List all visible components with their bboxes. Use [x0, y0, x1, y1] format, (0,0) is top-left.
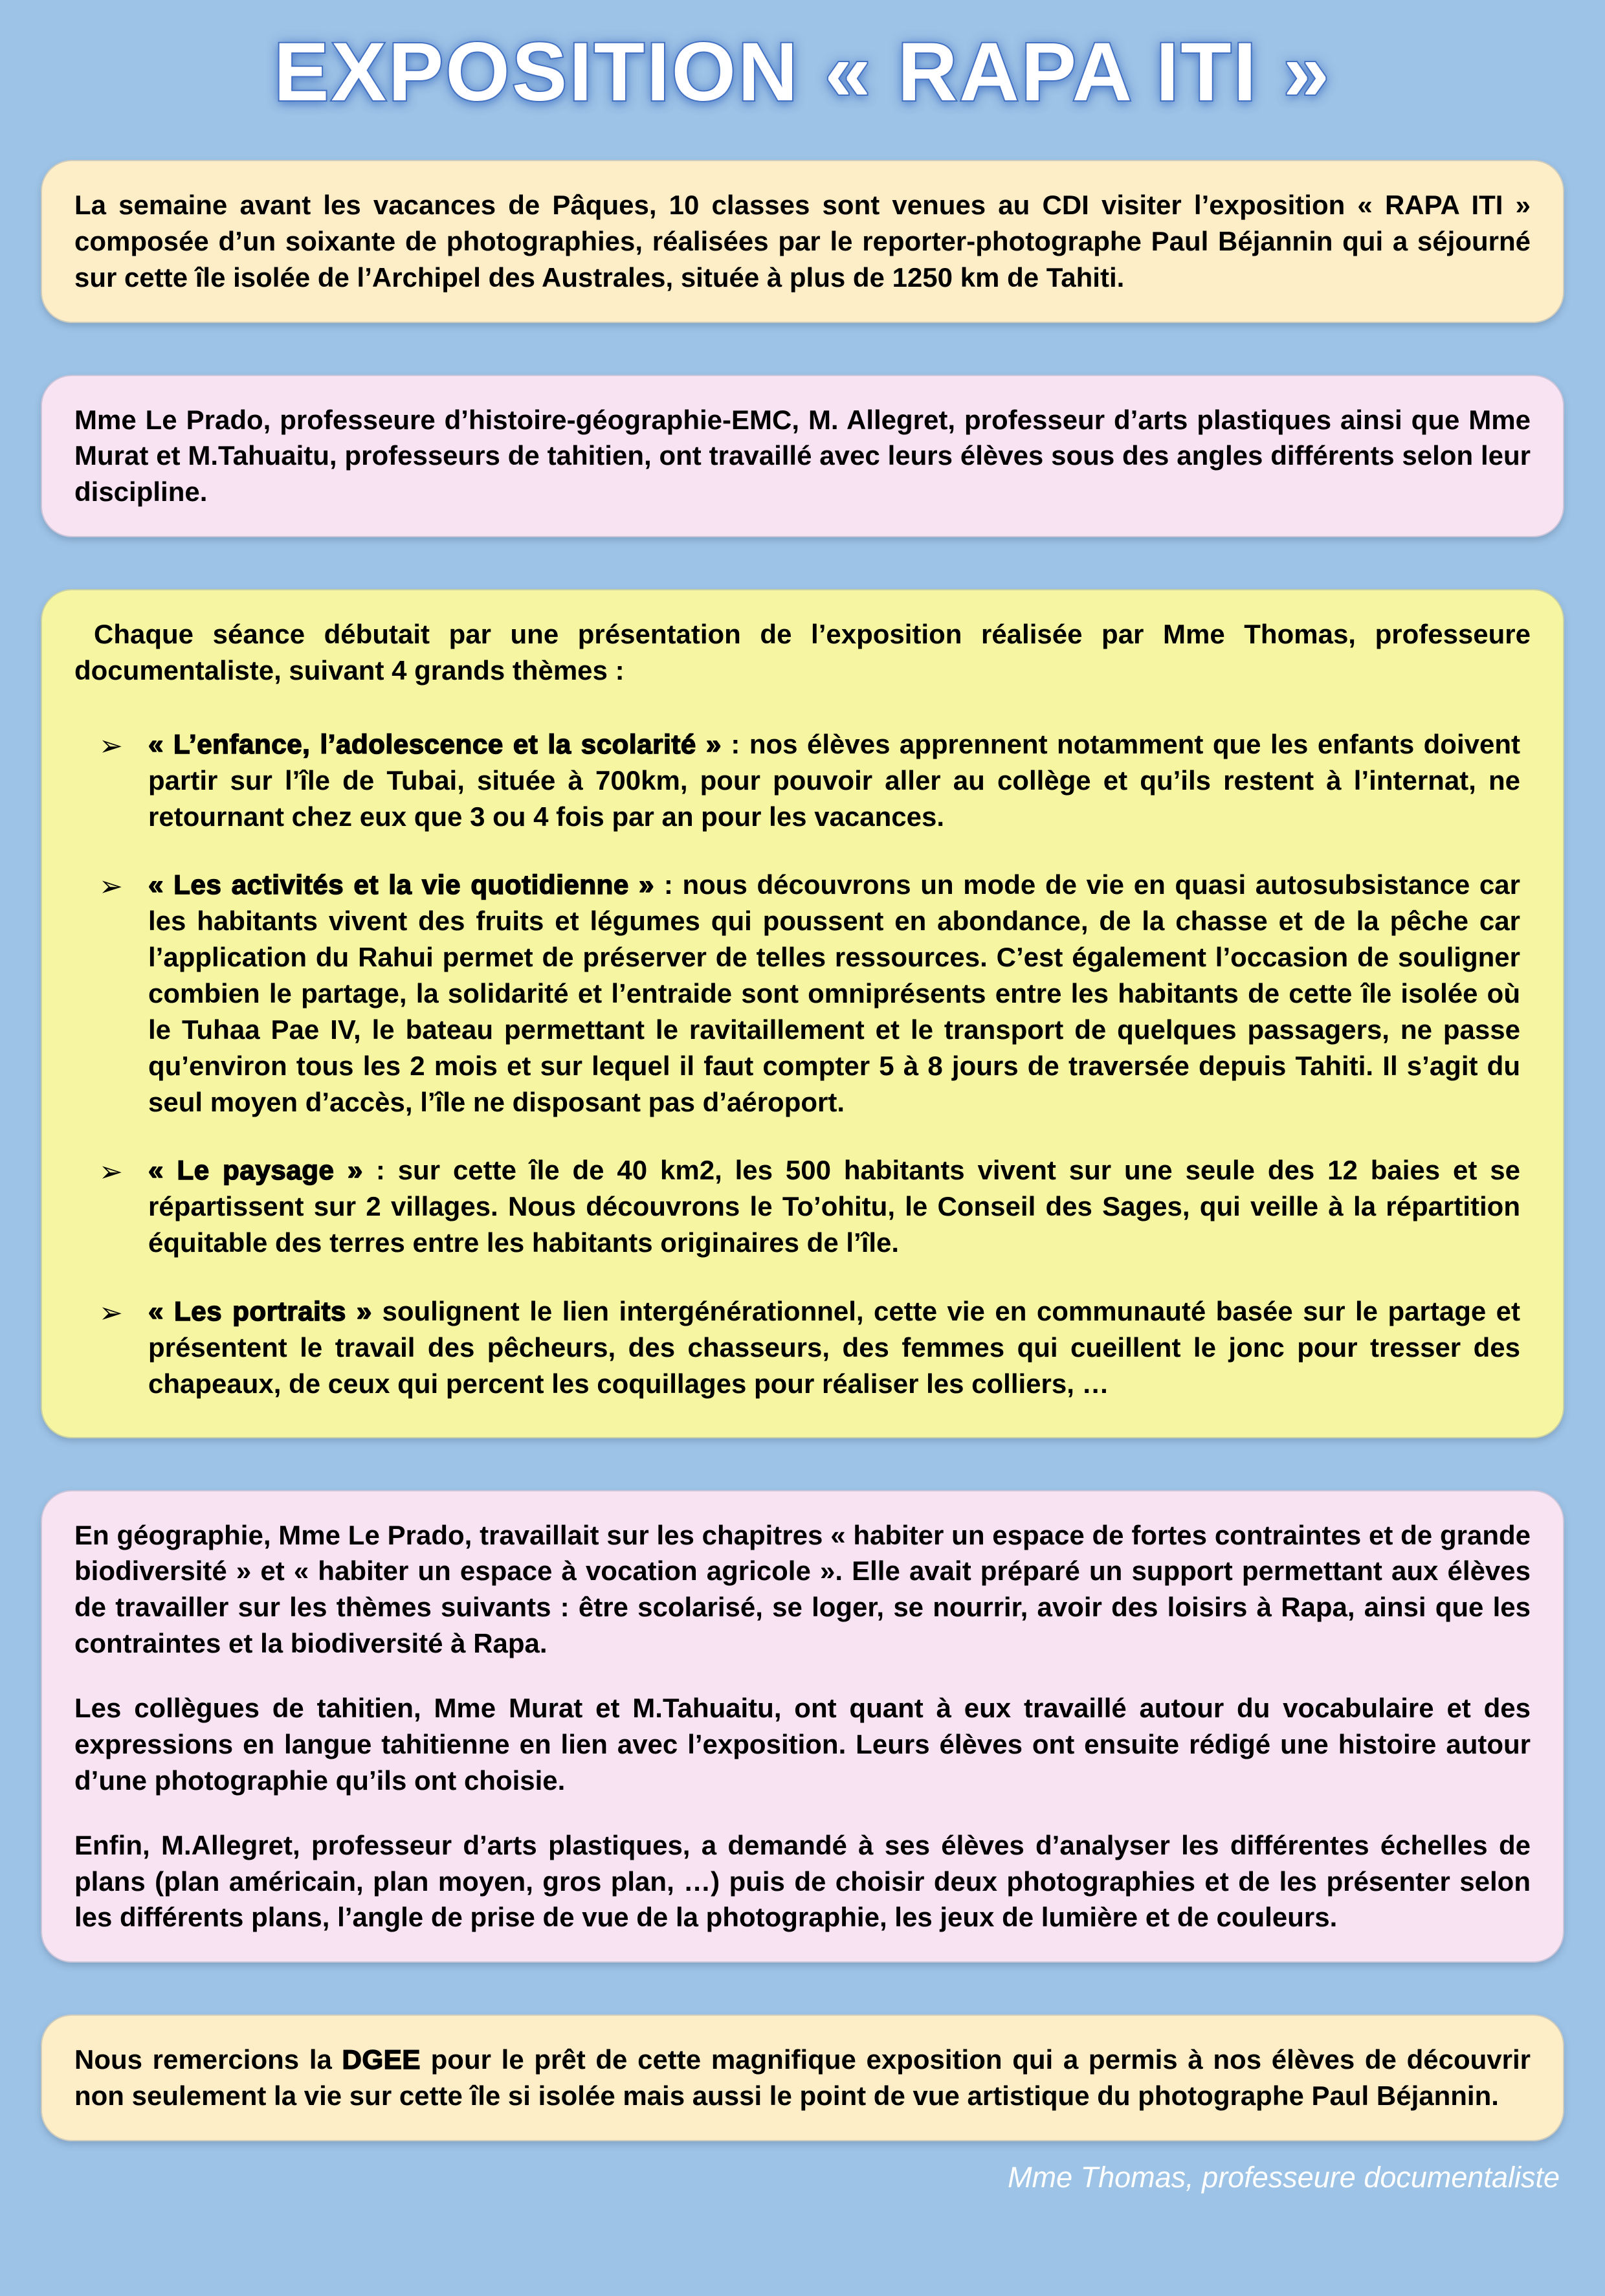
arrow-bullet-icon: ➢ [99, 871, 123, 903]
intro-block [41, 160, 1564, 323]
arrow-bullet-icon: ➢ [99, 730, 123, 762]
theme-item-text [148, 726, 1520, 835]
theme-item-activites [99, 867, 1520, 1120]
theme-item-text [148, 867, 1520, 1120]
page-title: EXPOSITION « RAPA ITI » [274, 26, 1331, 118]
theme-item-body: : sur cette île de 40 km2, les 500 habitants vivent sur une seule des 12 baies et se répartissent sur 2 villages. Nous découvrons le To’ohitu, le Conseil des Sages, qui veille à la répartition équitable des terres entre les habitants originaires de l’île. [148, 1155, 1520, 1258]
disciplines-block [41, 1490, 1564, 1963]
theme-item-paysage [99, 1152, 1520, 1261]
arrow-bullet-icon: ➢ [99, 1297, 123, 1330]
theme-item-title: « L’enfance, l’adolescence et la scolarité » [148, 728, 722, 759]
themes-bullet-list [74, 689, 1531, 1411]
theme-item-title: « Les portraits » [148, 1296, 373, 1327]
theme-item-text [148, 1152, 1520, 1261]
themes-block [41, 589, 1564, 1438]
theme-item-body: soulignent le lien intergénérationnel, cette vie en communauté basée sur le partage et présentent le travail des pêcheurs, des chasseurs, des femmes qui cueillent le jonc pour tresser des chapeaux, de ceux qui percent les coquillages pour réaliser les colliers, … [148, 1296, 1521, 1399]
themes-intro-text: Chaque séance débutait par une présentation de l’exposition réalisée par Mme Thomas, professeure documentaliste, suivant 4 grands thèmes : [74, 619, 1531, 686]
teachers-block [41, 375, 1564, 538]
theme-item-body: : nos élèves apprennent notamment que les enfants doivent partir sur l’île de Tubai, située à 700km, pour pouvoir aller au collège et qu’ils restent à l’internat, ne retournant chez eux que 3 ou 4 fois par an pour les vacances. [148, 728, 1520, 832]
thanks-text-post: pour le prêt de cette magnifique exposition qui a permis à nos élèves de découvrir non seulement la vie sur cette île si isolée mais aussi le point de vue artistique du photographe Paul Béjannin. [74, 2044, 1531, 2112]
arts-paragraph: Enfin, M.Allegret, professeur d’arts plastiques, a demandé à ses élèves d’analyser les différentes échelles de plans (plan américain, plan moyen, gros plan, …) puis de choisir deux photographies et de les présenter selon les différents plans, l’angle de prise de vue de la photographie, les jeux de lumière et de couleurs. [74, 1829, 1531, 1933]
thanks-text-pre: Nous remercions la [74, 2044, 342, 2075]
theme-item-text [148, 1293, 1520, 1402]
thanks-text-dgee: DGEE [342, 2044, 421, 2075]
tahitian-paragraph: Les collègues de tahitien, Mme Murat et M.Tahuaitu, ont quant à eux travaillé autour du vocabulaire et des expressions en langue tahitienne en lien avec l’exposition. Leurs élèves ont ensuite rédigé une histoire autour d’une photographie qu’ils ont choisie. [74, 1693, 1531, 1796]
teachers-text: Mme Le Prado, professeure d’histoire-géographie-EMC, M. Allegret, professeur d’arts plastiques ainsi que Mme Murat et M.Tahuaitu, professeurs de tahitien, ont travaillé avec leurs élèves sous des angles différents selon leur discipline. [74, 404, 1531, 507]
theme-item-title: « Le paysage » [148, 1155, 363, 1186]
arrow-bullet-icon: ➢ [99, 1156, 123, 1188]
theme-item-enfance [99, 726, 1520, 835]
signature: Mme Thomas, professeure documentaliste [1008, 2160, 1560, 2194]
thanks-block [41, 2014, 1564, 2141]
intro-text: La semaine avant les vacances de Pâques, 10 classes sont venues au CDI visiter l’exposition « RAPA ITI » composée d’un soixante de photographies, réalisées par le reporter-photographe Paul Béjannin qui a séjourné sur cette île isolée de l’Archipel des Australes, située à plus de 1250 km de Tahiti. [74, 190, 1531, 293]
theme-item-title: « Les activités et la vie quotidienne » [148, 869, 655, 900]
theme-item-portraits [99, 1293, 1520, 1402]
theme-item-body: : nous découvrons un mode de vie en quasi autosubsistance car les habitants vivent des fruits et légumes qui poussent en abondance, de la chasse et de la pêche car l’application du Rahui permet de préserver de telles ressources. C’est également l’occasion de souligner combien le partage, la solidarité et l’entraide sont omniprésents entre les habitants de cette île isolée où le Tuhaa Pae IV, le bateau permettant le ravitaillement et le transport de quelques passagers, ne passe qu’environ tous les 2 mois et sur lequel il faut compter 5 à 8 jours de traversée depuis Tahiti. Il s’agit du seul moyen d’accès, l’île ne disposant pas d’aéroport. [148, 869, 1520, 1117]
geography-paragraph: En géographie, Mme Le Prado, travaillait sur les chapitres « habiter un espace de fortes contraintes et de grande biodiversité » et « habiter un espace à vocation agricole ». Elle avait préparé un support permettant aux élèves de travailler sur les thèmes suivants : être scolarisé, se loger, se nourrir, avoir des loisirs à Rapa, ainsi que les contraintes et la biodiversité à Rapa. [74, 1519, 1531, 1659]
